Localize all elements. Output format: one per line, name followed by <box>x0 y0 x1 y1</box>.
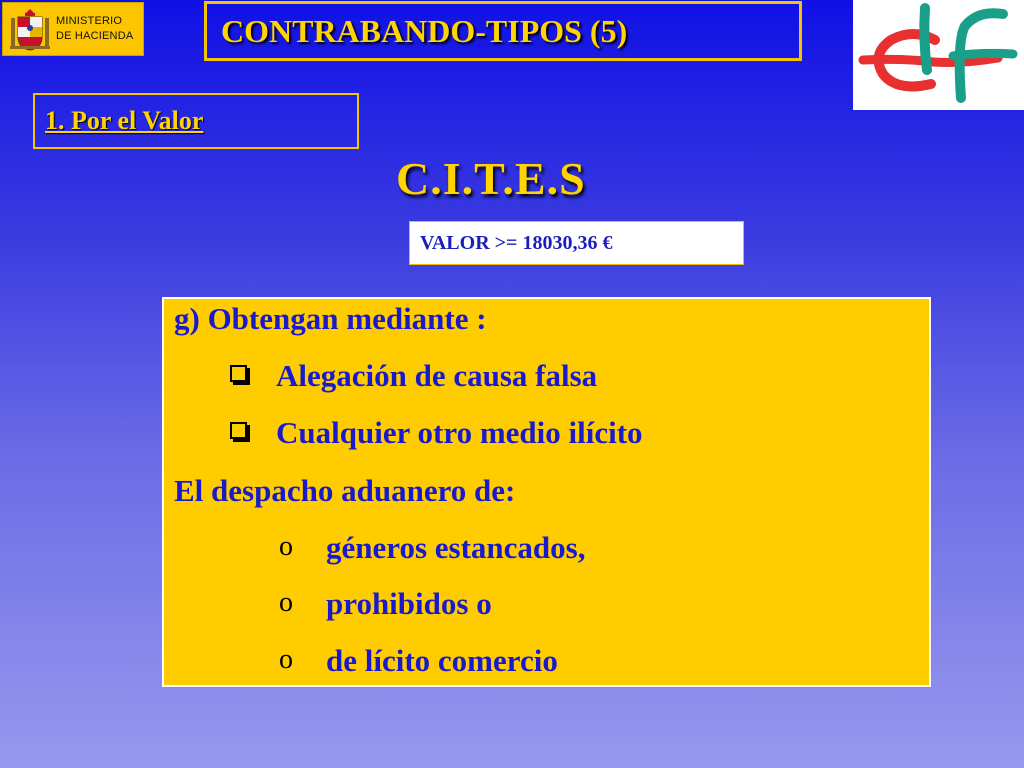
coat-of-arms-icon <box>8 6 52 52</box>
ministerio-label: MINISTERIO <box>56 15 123 27</box>
intro-text: g) Obtengan mediante : <box>174 301 487 336</box>
ef-logo-icon <box>853 0 1024 110</box>
slide-title: CONTRABANDO-TIPOS (5) <box>221 12 628 49</box>
hacienda-label: DE HACIENDA <box>56 30 134 42</box>
slide-title-box <box>204 1 802 61</box>
content-box <box>162 297 931 687</box>
list-item-licito: de lícito comercio <box>326 643 558 678</box>
circle-bullet-icon: o <box>279 587 293 618</box>
checkbox-bullet-icon <box>230 422 247 439</box>
valor-text: VALOR >= 18030,36 € <box>420 231 613 254</box>
list-item-prohibidos: prohibidos o <box>326 586 492 621</box>
ministerio-hacienda-logo <box>2 2 144 56</box>
checkbox-bullet-icon <box>230 365 247 382</box>
cites-title: C.I.T.E.S <box>396 153 586 204</box>
section-heading-box <box>33 93 359 149</box>
list-item-generos: géneros estancados, <box>326 530 586 565</box>
list-item-cualquier: Cualquier otro medio ilícito <box>276 415 643 450</box>
section-heading: 1. Por el Valor <box>45 106 204 135</box>
circle-bullet-icon: o <box>279 531 293 562</box>
despacho-text: El despacho aduanero de: <box>174 473 516 508</box>
ef-logo <box>853 0 1024 110</box>
circle-bullet-icon: o <box>279 644 293 675</box>
valor-box <box>409 221 744 265</box>
list-item-alegacion: Alegación de causa falsa <box>276 358 598 393</box>
